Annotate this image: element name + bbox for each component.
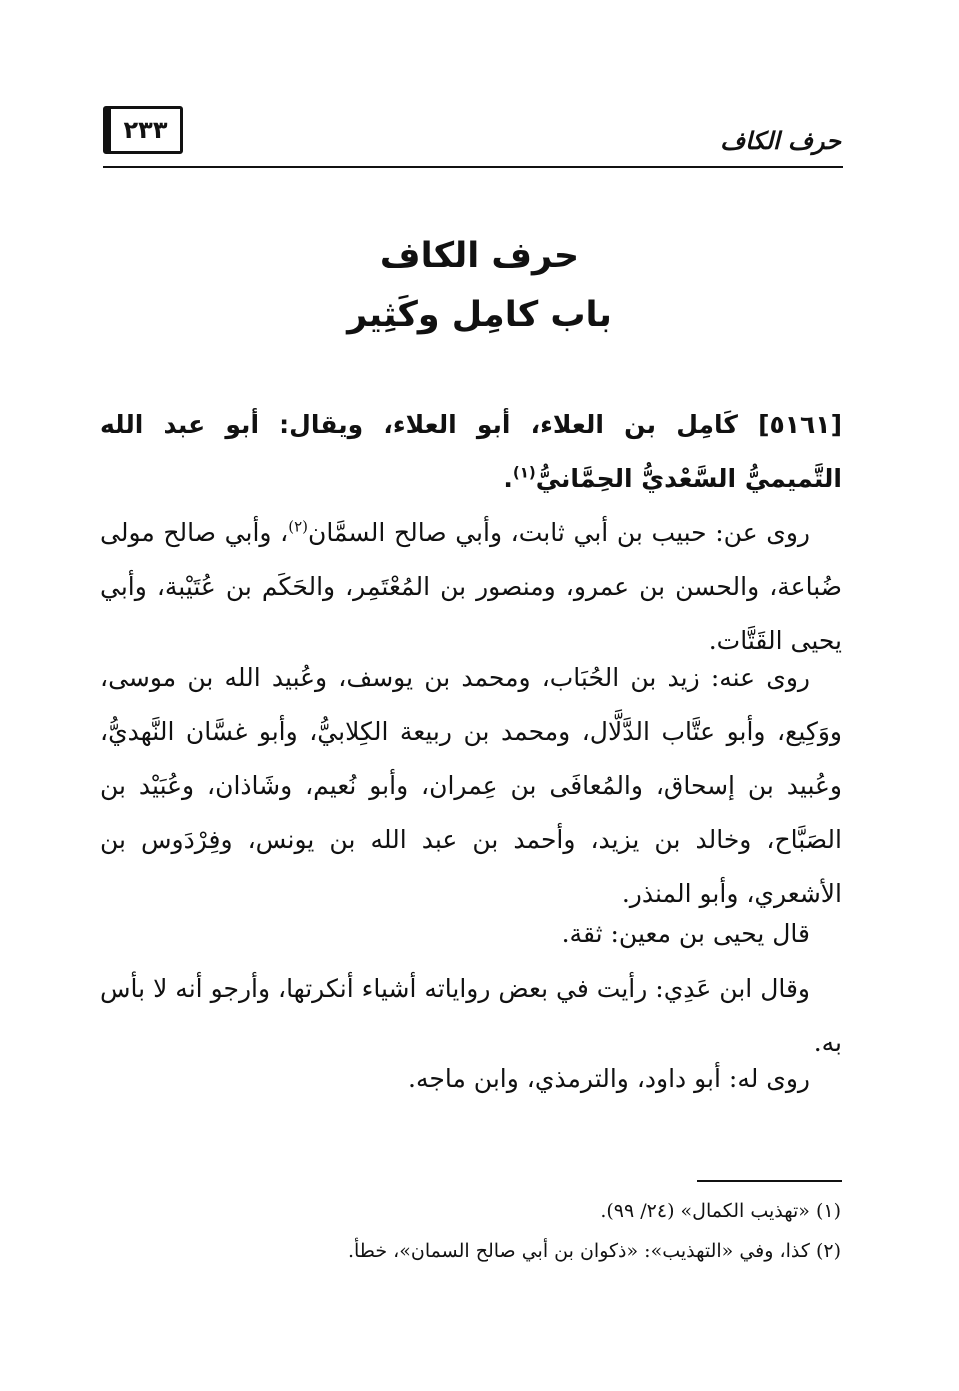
footnote-ref-1: (١) [512,463,536,482]
entry-heading-text: [٥١٦١] كَامِل بن العلاء، أبو العلاء، ويقال: أبو عبد الله التَّميميُّ السَّعْديُّ الحِمَّانيُّ [100,410,842,493]
entry-heading [100,398,842,506]
ibn-maeen-text: قال يحيى بن معين: ثقة. [561,919,810,948]
chapter-title: باب كامِل وكَثِير [347,295,612,335]
paragraph-narrated-from [100,506,842,668]
narrated-from-text-a: روى عن: حبيب بن أبي ثابت، وأبي صالح السمَّان [308,518,810,547]
paragraph-ibn-maeen [100,907,842,961]
footnote-ref-2: (٢) [288,517,308,536]
footnote-rule [697,1180,842,1182]
header-rule [103,166,843,168]
paragraph-narrated-by [100,651,842,921]
narrated-for-text: روى له: أبو داود، والترمذي، وابن ماجه. [408,1064,810,1093]
letter-title: حرف الكاف [379,236,580,276]
ibn-adi-text: وقال ابن عَدِي: رأيت في بعض رواياته أشياء أنكرتها، وأرجو أنه لا بأس به. [100,974,842,1057]
narrated-from-text-b: ، وأبي صالح مولى ضُباعة، والحسن بن عمرو، ومنصور بن المُعْتَمِر، والحَكَم بن عُتَيْبة، وأبي يحيى القَتَّات. [100,518,842,655]
paragraph-narrated-for [100,1052,842,1106]
footnote-2: (٢) كذا، وفي «التهذيب»: «ذكوان بن أبي صالح السمان»، خطأ. [347,1240,841,1262]
narrated-by-text: روى عنه: زيد بن الحُبَاب، ومحمد بن يوسف، وعُبيد الله بن موسى، ووَكِيع، وأبو عتَّاب الدَّلَّال، ومحمد بن ربيعة الكِلابيُّ، وأبو غسَّان النَّهديُّ، وعُبيد بن إسحاق، والمُعافَى بن عِمران، وأبو نُعيم، وشَاذان، وعُبَيْد بن الصَبَّاح، وخالد بن يزيد، وأحمد بن عبد الله بن يونس، وفِرْدَوس بن الأشعري، وأبو المنذر. [100,663,842,908]
page-number: ٢٣٣ [103,106,183,154]
footnote-1: (١) «تهذيب الكمال» (٢٤/ ٩٩). [600,1200,841,1222]
entry-heading-end: . [503,464,513,493]
running-title: حرف الكاف [720,127,841,155]
